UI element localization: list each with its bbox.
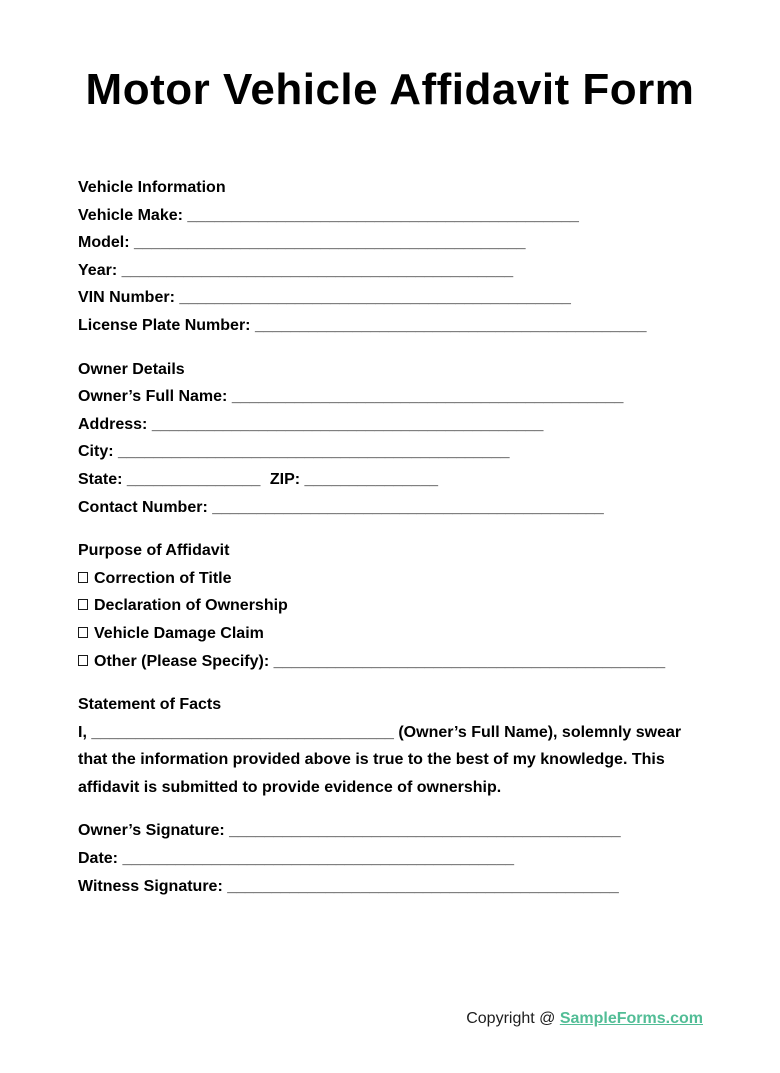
purpose-option-other <box>78 648 698 676</box>
year-blank-line[interactable]: ____________________________________________ <box>121 261 514 279</box>
date-blank-line[interactable]: ____________________________________________ <box>122 850 514 868</box>
field-state-zip <box>78 466 698 494</box>
field-year <box>78 257 698 285</box>
owner-full-name-blank-line[interactable]: ____________________________________________ <box>231 388 624 406</box>
form-body <box>78 174 698 900</box>
address-blank-line[interactable]: ____________________________________________ <box>151 415 544 433</box>
vehicle-make-label: Vehicle Make: <box>78 206 183 224</box>
field-owner-signature <box>78 817 698 845</box>
city-blank-line[interactable]: ____________________________________________ <box>118 443 510 461</box>
field-address <box>78 411 698 439</box>
purpose-of-affidavit-heading: Purpose of Affidavit <box>78 542 230 560</box>
checkbox-vehicle-damage-claim-icon[interactable] <box>78 627 88 638</box>
checkbox-declaration-of-ownership-icon[interactable] <box>78 599 88 610</box>
copyright-text: Copyright @ <box>466 1010 556 1027</box>
model-blank-line[interactable]: ____________________________________________ <box>134 234 526 252</box>
purpose-option-label: Other (Please Specify): <box>94 652 270 670</box>
statement-pre-text: I, <box>78 723 87 741</box>
owner-details-heading: Owner Details <box>78 360 185 378</box>
purpose-option-label: Declaration of Ownership <box>94 597 288 615</box>
field-contact-number <box>78 494 698 522</box>
purpose-option-vehicle-damage-claim <box>78 620 698 648</box>
statement-name-blank-line[interactable]: __________________________________ <box>91 723 394 741</box>
model-label: Model: <box>78 234 130 252</box>
zip-blank-line[interactable]: _______________ <box>304 470 438 488</box>
witness-signature-label: Witness Signature: <box>78 877 223 895</box>
field-license-plate-number <box>78 312 698 340</box>
field-owner-full-name <box>78 383 698 411</box>
zip-label: ZIP: <box>269 470 301 488</box>
vehicle-information-heading: Vehicle Information <box>78 179 226 196</box>
section-owner-details <box>78 356 698 522</box>
purpose-option-label: Correction of Title <box>94 569 232 587</box>
date-label: Date: <box>78 850 119 868</box>
other-specify-blank-line[interactable]: ____________________________________________ <box>273 652 666 670</box>
city-label: City: <box>78 443 114 461</box>
year-label: Year: <box>78 261 118 279</box>
contact-number-blank-line[interactable]: ____________________________________________ <box>212 498 604 516</box>
statement-of-facts-heading: Statement of Facts <box>78 696 222 714</box>
field-date <box>78 845 698 873</box>
statement-paragraph <box>78 719 698 802</box>
footer <box>466 1010 703 1028</box>
field-vehicle-make <box>78 202 698 230</box>
vehicle-make-blank-line[interactable]: ____________________________________________ <box>187 206 579 224</box>
checkbox-other-icon[interactable] <box>78 655 88 666</box>
field-vin-number <box>78 284 698 312</box>
sampleforms-link[interactable]: SampleForms.com <box>559 1010 703 1027</box>
contact-number-label: Contact Number: <box>78 498 208 516</box>
section-statement-of-facts <box>78 691 698 801</box>
witness-signature-blank-line[interactable]: ____________________________________________ <box>227 877 619 895</box>
license-plate-number-label: License Plate Number: <box>78 316 251 334</box>
vin-number-label: VIN Number: <box>78 289 175 307</box>
owner-signature-label: Owner’s Signature: <box>78 822 225 840</box>
purpose-option-declaration-of-ownership <box>78 592 698 620</box>
state-label: State: <box>78 470 123 488</box>
page-title: Motor Vehicle Affidavit Form <box>85 65 695 114</box>
purpose-option-correction-of-title <box>78 565 698 593</box>
section-signatures <box>78 817 698 900</box>
purpose-option-label: Vehicle Damage Claim <box>94 624 264 642</box>
field-witness-signature <box>78 873 698 901</box>
state-blank-line[interactable]: _______________ <box>126 470 261 488</box>
statement-body-text: (Owner’s Full Name), solemnly swear that the information provided above is true to the best of my knowledge. This affidavit is submitted to provide evidence of ownership. <box>78 723 682 796</box>
section-purpose-of-affidavit <box>78 537 698 675</box>
field-city <box>78 438 698 466</box>
license-plate-number-blank-line[interactable]: ____________________________________________ <box>254 316 647 334</box>
address-label: Address: <box>78 415 148 433</box>
field-model <box>78 229 698 257</box>
section-vehicle-information <box>78 174 698 340</box>
owner-full-name-label: Owner’s Full Name: <box>78 388 228 406</box>
owner-signature-blank-line[interactable]: ____________________________________________ <box>229 822 621 840</box>
checkbox-correction-of-title-icon[interactable] <box>78 572 88 583</box>
vin-number-blank-line[interactable]: ____________________________________________ <box>179 289 571 307</box>
